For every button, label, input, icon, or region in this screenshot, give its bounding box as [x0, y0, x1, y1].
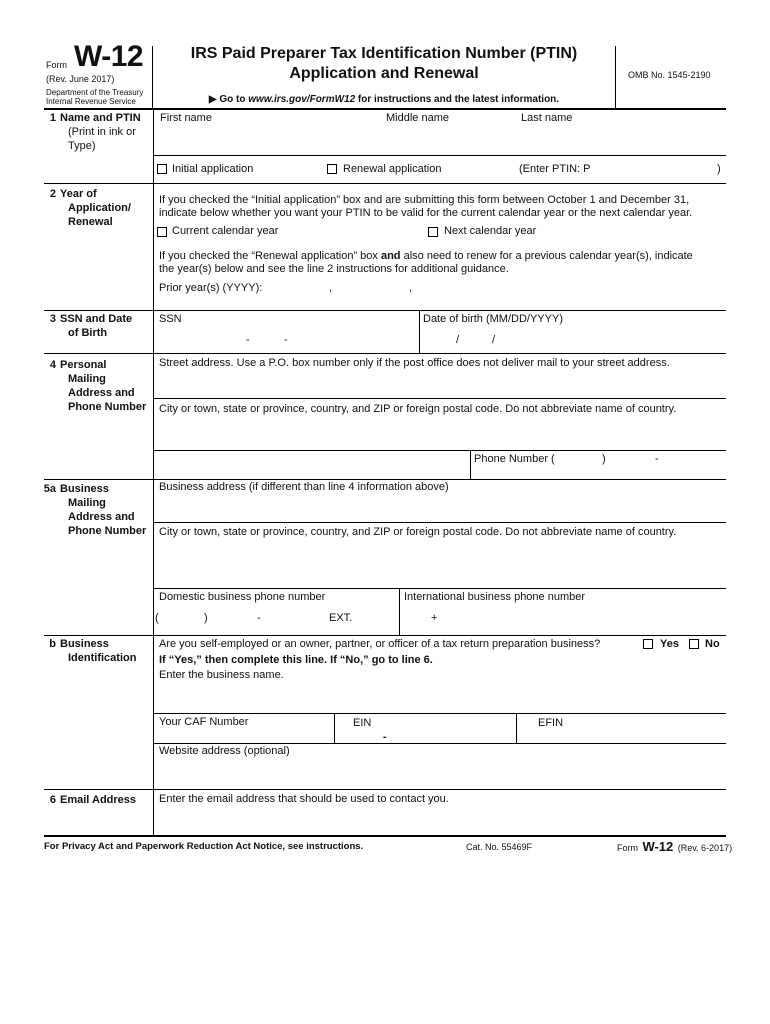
line5a-label3: Address and — [68, 511, 135, 523]
domestic-phone-close-paren: ) — [204, 612, 208, 624]
ssn-label: SSN — [159, 313, 182, 325]
next-year-checkbox[interactable] — [428, 227, 438, 237]
privacy-notice: For Privacy Act and Paperwork Reduction Act Notice, see instructions. — [44, 841, 364, 852]
line2-text2: indicate below whether you want your PTIN to be valid for the current calendar year or the next calendar year. — [159, 207, 693, 219]
dob-label: Date of birth (MM/DD/YYYY) — [423, 313, 563, 325]
line2-label: 2 Year of — [49, 188, 97, 200]
email-input[interactable] — [156, 808, 724, 832]
line3-label2: of Birth — [68, 327, 108, 339]
dob-slash-2: / — [492, 334, 496, 346]
business-city-label: City or town, state or province, country, and ZIP or foreign postal code. Do not abbreviate name of country. — [159, 526, 677, 538]
footer-form-number: W-12 — [642, 839, 674, 854]
line4-label4: Phone Number — [68, 401, 147, 413]
city-label: City or town, state or province, country, and ZIP or foreign postal code. Do not abbreviate name of country. — [159, 403, 677, 415]
domestic-phone-input[interactable] — [160, 608, 396, 628]
intl-phone-plus: + — [431, 612, 438, 624]
prior-year-comma-1: , — [329, 282, 333, 294]
email-instruction: Enter the email address that should be used to contact you. — [159, 793, 449, 805]
current-year-label: Current calendar year — [172, 225, 279, 237]
goto-prefix: ▶ Go to — [208, 94, 249, 105]
dob-slash-1: / — [456, 334, 460, 346]
form-number: W-12 — [74, 40, 144, 73]
phone-number-label: Phone Number ( — [474, 453, 555, 465]
domestic-phone-label: Domestic business phone number — [159, 591, 326, 603]
yes-checkbox[interactable] — [643, 639, 653, 649]
current-year-checkbox[interactable] — [157, 227, 167, 237]
form-word: Form — [46, 60, 67, 70]
instructions-line — [156, 94, 612, 105]
line1-sub1: (Print in ink or — [68, 126, 136, 138]
next-year-label: Next calendar year — [444, 225, 537, 237]
prior-year-comma-2: , — [409, 282, 413, 294]
business-name-label: Enter the business name. — [159, 669, 284, 681]
extension-label: EXT. — [329, 612, 353, 624]
goto-suffix: for instructions and the latest information. — [355, 94, 560, 105]
prior-year-input-3[interactable] — [418, 280, 488, 294]
phone-close-paren: ) — [602, 453, 606, 465]
instructions-link[interactable]: www.irs.gov/FormW12 — [248, 94, 356, 105]
phone-number-input[interactable] — [560, 452, 722, 470]
form-title-line2: Application and Renewal — [289, 65, 479, 82]
footer-revision: (Rev. 6-2017) — [677, 843, 733, 853]
line5a-label2: Mailing — [68, 497, 106, 509]
catalog-number: Cat. No. 55469F — [466, 842, 533, 852]
street-address-input[interactable] — [156, 371, 724, 395]
footer-form-id — [617, 838, 732, 856]
yes-label: Yes — [660, 638, 679, 650]
domestic-phone-open-paren: ( — [155, 612, 159, 624]
city-input[interactable] — [156, 417, 724, 447]
line5b-label2: Identification — [68, 652, 137, 664]
revision-date: (Rev. June 2017) — [46, 74, 115, 84]
efin-input[interactable] — [520, 729, 722, 741]
website-label: Website address (optional) — [159, 745, 290, 757]
efin-label: EFIN — [538, 717, 564, 729]
form-title-line1: IRS Paid Preparer Tax Identification Number (PTIN) — [190, 45, 578, 62]
business-city-input[interactable] — [156, 540, 724, 584]
footer-form-word: Form — [617, 843, 638, 853]
prior-year-input-2[interactable] — [338, 280, 404, 294]
intl-phone-input[interactable] — [440, 608, 722, 628]
initial-application-label: Initial application — [172, 163, 254, 175]
first-name-label: First name — [160, 112, 212, 124]
domestic-phone-dash: - — [257, 612, 261, 624]
ein-dash: - — [383, 731, 387, 743]
caf-number-input[interactable] — [158, 729, 330, 741]
business-address-label: Business address (if different than line 4 information above) — [159, 481, 449, 493]
agency-line: Internal Revenue Service — [46, 97, 136, 106]
ptin-close-paren: ) — [717, 163, 721, 175]
line2-label3: Renewal — [68, 216, 113, 228]
middle-name-label: Middle name — [386, 112, 449, 124]
last-name-label: Last name — [521, 112, 573, 124]
enter-ptin-label: (Enter PTIN: P — [519, 163, 591, 175]
name-input[interactable] — [156, 126, 726, 154]
ssn-dash-2: - — [284, 334, 288, 346]
phone-dash: - — [655, 453, 659, 465]
dob-input[interactable] — [423, 328, 723, 348]
ein-label: EIN — [353, 717, 372, 729]
prior-years-label: Prior year(s) (YYYY): — [159, 282, 263, 294]
business-name-input[interactable] — [156, 684, 724, 710]
no-checkbox[interactable] — [689, 639, 699, 649]
renewal-application-checkbox[interactable] — [327, 164, 337, 174]
line2-label2: Application/ — [68, 202, 131, 214]
initial-application-checkbox[interactable] — [157, 164, 167, 174]
business-address-input[interactable] — [156, 495, 724, 519]
line4-label3: Address and — [68, 387, 135, 399]
self-employed-question: Are you self-employed or an owner, partner, or officer of a tax return preparation business? — [159, 638, 601, 650]
line1-sub2: Type) — [68, 140, 96, 152]
line2-text3: If you checked the “Renewal application” box and also need to renew for a previous calendar year(s), indicate — [159, 250, 693, 262]
prior-year-input-1[interactable] — [265, 280, 325, 294]
intl-phone-label: International business phone number — [404, 591, 586, 603]
line5b-label: b Business — [49, 638, 109, 650]
form-title — [156, 44, 612, 84]
line2-text1: If you checked the “Initial application” box and are submitting this form between October 1 and December 31, — [159, 194, 690, 206]
line4-label: 4 Personal — [49, 359, 107, 371]
line5a-label: 5a Business — [43, 483, 109, 495]
department-line: Department of the Treasury — [46, 88, 144, 97]
street-address-label: Street address. Use a P.O. box number only if the post office does not deliver mail to your street address. — [159, 357, 670, 369]
renewal-application-label: Renewal application — [343, 163, 442, 175]
ein-input[interactable] — [340, 729, 512, 741]
ssn-dash-1: - — [246, 334, 250, 346]
line6-label: 6 Email Address — [49, 794, 137, 806]
no-label: No — [705, 638, 720, 650]
line4-label2: Mailing — [68, 373, 106, 385]
line3-label: 3 SSN and Date — [49, 313, 133, 325]
line5a-label4: Phone Number — [68, 525, 147, 537]
caf-number-label: Your CAF Number — [159, 716, 249, 728]
omb-number: OMB No. 1545-2190 — [628, 70, 711, 80]
line2-text4: the year(s) below and see the line 2 instructions for additional guidance. — [159, 263, 509, 275]
line1-label: 1 Name and PTIN — [49, 112, 141, 124]
if-yes-instruction: If “Yes,” then complete this line. If “No,” go to line 6. — [159, 654, 433, 666]
ptin-input[interactable] — [592, 160, 712, 176]
website-input[interactable] — [156, 759, 724, 785]
